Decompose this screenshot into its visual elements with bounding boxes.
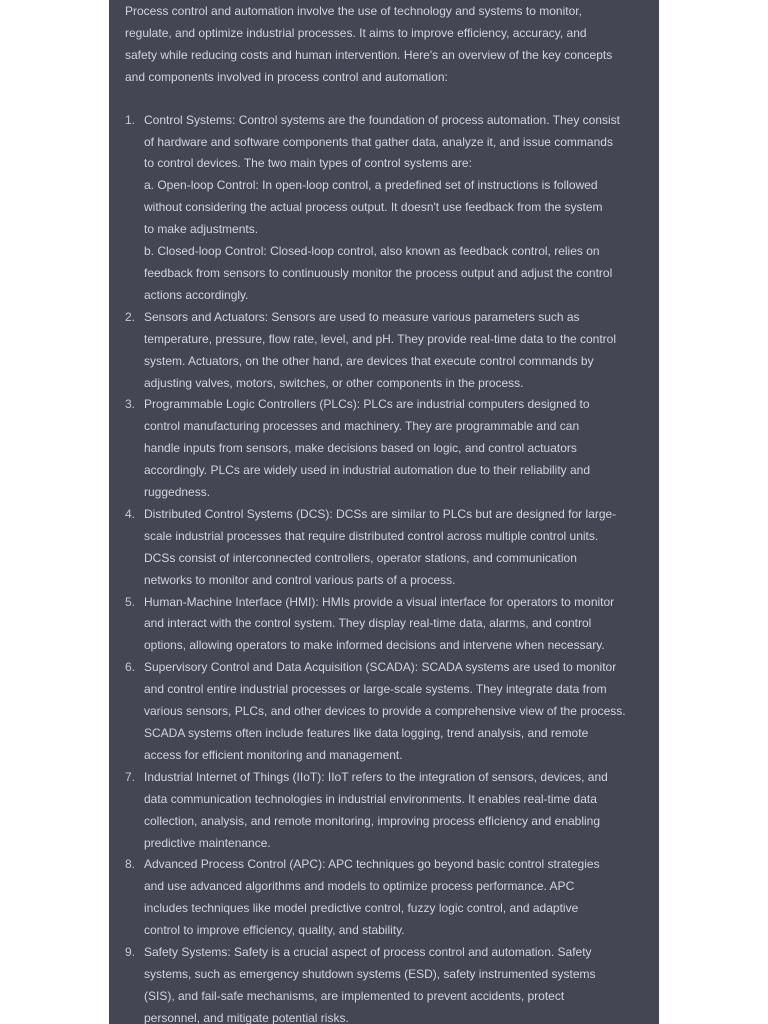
- list-item: [125, 307, 659, 395]
- list-item-line: b. Closed-loop Control: Closed-loop control, also known as feedback control, relies on: [144, 244, 600, 259]
- list-item: [125, 657, 659, 767]
- list-item-number: 6.: [125, 660, 136, 675]
- list-item-number: 4.: [125, 506, 136, 521]
- list-item-line: SCADA systems often include features like data logging, trend analysis, and remote: [144, 726, 589, 740]
- list-item-line: personnel, and mitigate potential risks.: [144, 1010, 349, 1024]
- list-item-line: of hardware and software components that gather data, analyze it, and issue commands: [144, 134, 613, 149]
- list-item-line: Distributed Control Systems (DCS): DCSs are similar to PLCs but are designed for large-: [144, 506, 617, 521]
- list-item-line: actions accordingly.: [144, 287, 249, 302]
- list-item-number: 5.: [125, 594, 136, 609]
- list-item-line: access for efficient monitoring and management.: [144, 747, 403, 762]
- intro-paragraph: [125, 1, 659, 89]
- list-item-line: control manufacturing processes and machinery. They are programmable and can: [144, 419, 580, 434]
- list-item-line: networks to monitor and control various parts of a process.: [144, 572, 456, 587]
- list-item-line: various sensors, PLCs, and other devices to provide a comprehensive view of the process.: [144, 704, 626, 719]
- list-item-line: accordingly. PLCs are widely used in industrial automation due to their reliability and: [144, 463, 591, 478]
- list-item-line: data communication technologies in industrial environments. It enables real-time data: [144, 791, 597, 806]
- list-item-line: includes techniques like model predictive control, fuzzy logic control, and adaptive: [144, 901, 579, 916]
- list-item-line: scale industrial processes that require distributed control across multiple control units.: [144, 528, 599, 543]
- list-item-line: and control entire industrial processes or large-scale systems. They integrate data from: [144, 682, 607, 697]
- list-item-line: and interact with the control system. They display real-time data, alarms, and control: [144, 616, 592, 631]
- intro-line: and components involved in process control and automation:: [125, 69, 448, 84]
- list-item-line: Industrial Internet of Things (IIoT): IIoT refers to the integration of sensors, devices, and: [144, 769, 608, 784]
- numbered-list: [125, 110, 659, 1024]
- list-item-line: Sensors and Actuators: Sensors are used to measure various parameters such as: [144, 309, 580, 324]
- list-item-line: collection, analysis, and remote monitoring, improving process efficiency and enabling: [144, 813, 601, 828]
- list-item-line: (SIS), and fail-safe mechanisms, are implemented to prevent accidents, protect: [144, 988, 565, 1003]
- list-item-line: temperature, pressure, flow rate, level, and pH. They provide real-time data to the control: [144, 331, 617, 346]
- list-item: [125, 110, 659, 307]
- list-item-number: 7.: [125, 769, 136, 784]
- list-item-line: Human-Machine Interface (HMI): HMIs provide a visual interface for operators to monitor: [144, 594, 615, 609]
- list-item-line: feedback from sensors to continuously monitor the process output and adjust the control: [144, 265, 613, 280]
- list-item-number: 1.: [125, 112, 136, 127]
- list-item-line: control to improve efficiency, quality, and stability.: [144, 923, 405, 938]
- list-item-line: to control devices. The two main types of control systems are:: [144, 156, 472, 171]
- list-item-line: Control Systems: Control systems are the foundation of process automation. They consist: [144, 112, 621, 127]
- list-item-line: DCSs consist of interconnected controllers, operator stations, and communication: [144, 550, 577, 565]
- list-item-line: system. Actuators, on the other hand, are devices that execute control commands by: [144, 353, 594, 368]
- list-item: [125, 942, 659, 1024]
- list-item-line: to make adjustments.: [144, 222, 259, 237]
- intro-line: safety while reducing costs and human intervention. Here's an overview of the key concepts: [125, 47, 613, 62]
- list-item-line: without considering the actual process output. It doesn't use feedback from the system: [144, 200, 603, 215]
- list-item-line: Safety Systems: Safety is a crucial aspect of process control and automation. Safety: [144, 945, 592, 960]
- list-item-line: ruggedness.: [144, 485, 211, 500]
- list-item-line: handle inputs from sensors, make decisions based on logic, and control actuators: [144, 441, 577, 456]
- list-item: [125, 394, 659, 504]
- list-item-line: Advanced Process Control (APC): APC techniques go beyond basic control strategies: [144, 857, 600, 872]
- list-item-number: 9.: [125, 945, 136, 960]
- list-item: [125, 767, 659, 855]
- list-item: [125, 592, 659, 658]
- list-item-line: a. Open-loop Control: In open-loop control, a predefined set of instructions is followed: [144, 178, 598, 193]
- list-item-line: systems, such as emergency shutdown systems (ESD), safety instrumented systems: [144, 966, 596, 981]
- list-item-number: 8.: [125, 857, 136, 872]
- list-item: [125, 854, 659, 942]
- list-item-number: 3.: [125, 397, 136, 412]
- intro-line: regulate, and optimize industrial processes. It aims to improve efficiency, accuracy, and: [125, 25, 587, 40]
- list-item-line: and use advanced algorithms and models to optimize process performance. APC: [144, 879, 575, 894]
- list-item: [125, 504, 659, 592]
- list-item-line: Programmable Logic Controllers (PLCs): PLCs are industrial computers designed to: [144, 397, 590, 412]
- list-item-line: adjusting valves, motors, switches, or other components in the process.: [144, 375, 524, 390]
- message-content: [125, 1, 659, 1024]
- list-item-line: Supervisory Control and Data Acquisition (SCADA): SCADA systems are used to monitor: [144, 660, 617, 675]
- list-item-number: 2.: [125, 309, 136, 324]
- assistant-message-panel: [109, 0, 659, 1024]
- intro-line: Process control and automation involve the use of technology and systems to monitor,: [125, 4, 582, 18]
- list-item-line: options, allowing operators to make informed decisions and intervene when necessary.: [144, 638, 605, 653]
- list-item-line: predictive maintenance.: [144, 835, 271, 850]
